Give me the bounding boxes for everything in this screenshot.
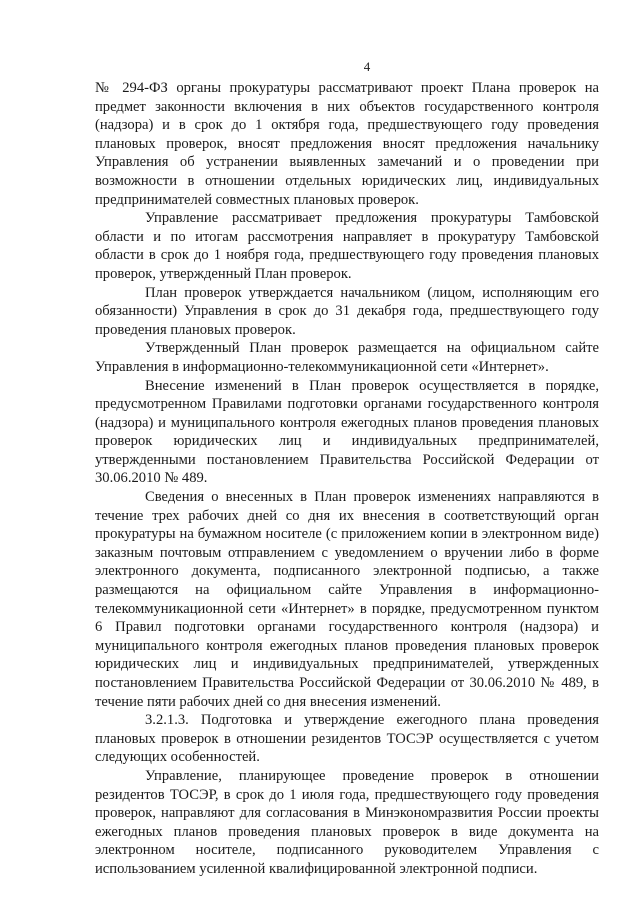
paragraph: План проверок утверждается начальником (лицом, исполняющим его обязанности) Управления в срок до 31 декабря года, предшествующего году проведения плановых проверок. — [95, 284, 599, 338]
paragraph: Внесение изменений в План проверок осуществляется в порядке, предусмотренном Правилами подготовки органами государственного контроля (надзора) и муниципального контроля ежегодных планов проведения плановых проверок юридических лиц и индивидуальных предпринимателей, утвержденными постановлением Правительства Российской Федерации от 30.06.2010 № 489. — [95, 377, 599, 487]
paragraph: 3.2.1.3. Подготовка и утверждение ежегодного плана проведения плановых проверок в отношении резидентов ТОСЭР осуществляется с учетом следующих особенностей. — [95, 712, 599, 766]
paragraph: № 294-ФЗ органы прокуратуры рассматривают проект Плана проверок на предмет законности включения в них объектов государственного контроля (надзора) и в срок до 1 октября года, предшествующего году проведения плановых проверок, вносят предложения вносят предложения начальнику Управления об устранении выявленных замечаний и о проведении при возможности в отношении отдельных юридических лиц, индивидуальных предпринимателей совместных плановых проверок. — [95, 80, 599, 208]
paragraph: Управление, планирующее проведение проверок в отношении резидентов ТОСЭР, в срок до 1 июля года, предшествующего году проведения проверок, направляют для согласования в Минэкономразвития России проекты ежегодных планов проведения плановых проверок в виде документа на электронном носителе, подписанного руководителем Управления с использованием усиленной квалифицированной электронной подписи. — [95, 767, 599, 877]
paragraph: Утвержденный План проверок размещается на официальном сайте Управления в информационно-телекоммуникационной сети «Интернет». — [95, 340, 599, 375]
paragraph: Сведения о внесенных в План проверок изменениях направляются в течение трех рабочих дней со дня их внесения в соответствующий орган прокуратуры на бумажном носителе (с приложением копии в электронном виде) заказным почтовым отправлением с уведомлением о вручении либо в форме электронного документа, подписанного электронной подписью, а также размещаются на официальном сайте Управления в информационно-телекоммуникационной сети «Интернет» в порядке, предусмотренном пунктом 6 Правил подготовки органами государственного контроля (надзора) и муниципального контроля ежегодных планов проведения плановых проверок юридических лиц и индивидуальных предпринимателей, утвержденных постановлением Правительства Российской Федерации от 30.06.2010 № 489, в течение пяти рабочих дней со дня внесения изменений. — [95, 489, 599, 710]
document-body — [95, 79, 599, 879]
paragraph: Управление рассматривает предложения прокуратуры Тамбовской области и по итогам рассмотрения направляет в прокуратуру Тамбовской области в срок до 1 ноября года, предшествующего году проведения плановых проверок, утвержденный План проверок. — [95, 210, 599, 282]
page-number: 4 — [363, 59, 371, 74]
